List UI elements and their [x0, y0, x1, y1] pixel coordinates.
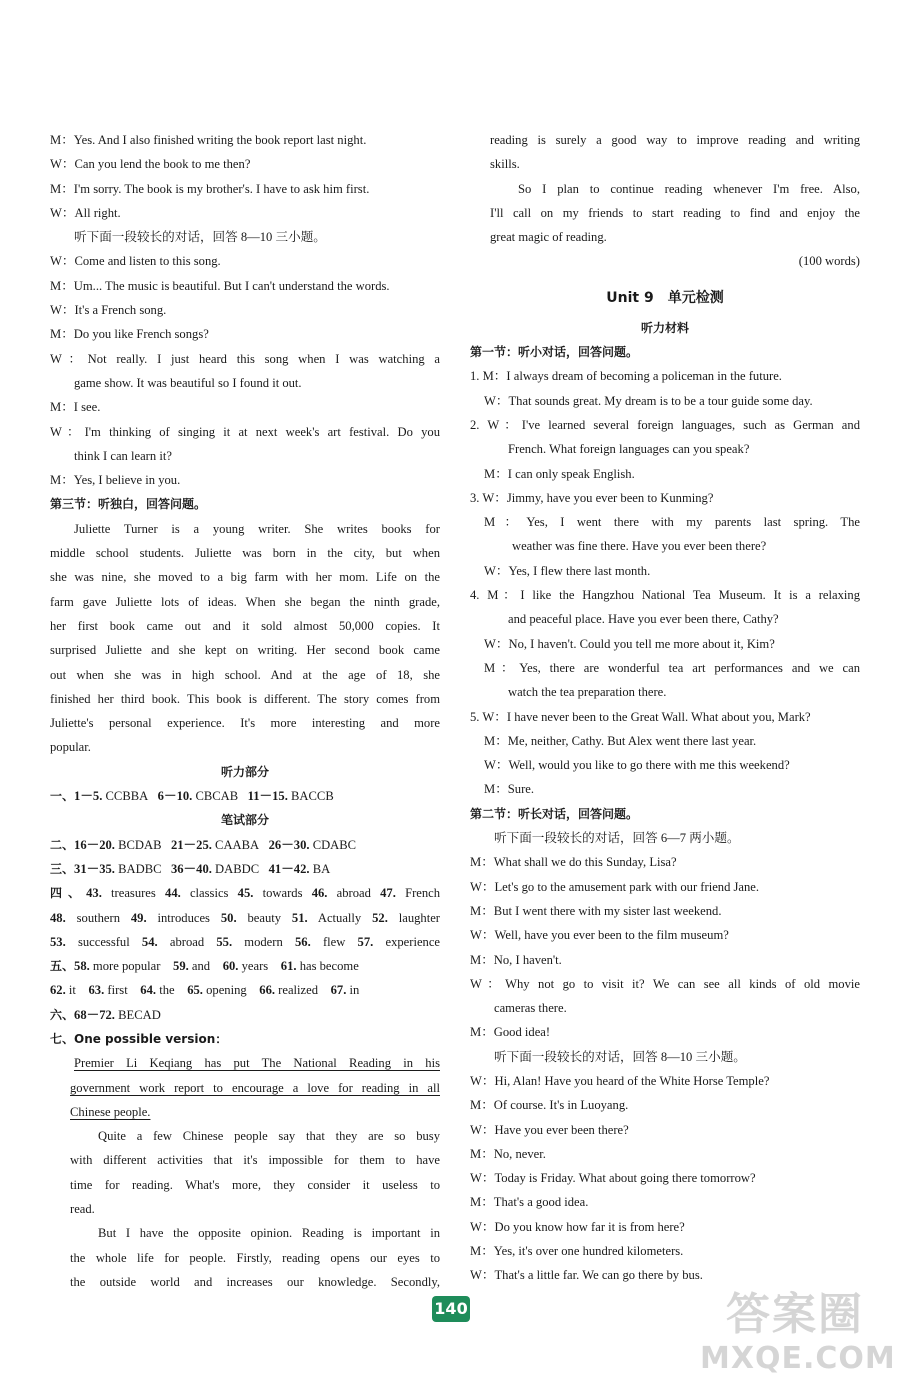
- item-number: 52.: [372, 910, 388, 925]
- answer-value: CBCAB: [195, 789, 239, 804]
- unit-title: Unit 9 单元检测: [606, 289, 724, 306]
- answer-row-6: [50, 1003, 440, 1027]
- item-number: 66.: [259, 983, 276, 998]
- answer-range: 41－42.: [268, 861, 310, 876]
- dialog-line: W：Today is Friday. What about going there tomorrow?: [470, 1171, 756, 1186]
- answer-word: flew: [322, 934, 346, 949]
- item-number: 55.: [216, 934, 233, 949]
- answer-row-4a: [50, 881, 440, 905]
- instruction: 听下面一段较长的对话，回答 6—7 两小题。: [494, 831, 740, 846]
- watermark-logo: 答案圈 MXQE.COM: [700, 1289, 896, 1376]
- dialog-line: M：Of course. It's in Luoyang.: [470, 1098, 629, 1113]
- answer-label: 五、: [50, 959, 75, 974]
- answer-word: classics: [189, 886, 229, 901]
- answer-range: 16－20.: [74, 837, 115, 852]
- essay-line: the outside world and increases our knowledge. Secondly,: [70, 1274, 440, 1289]
- answer-range: 36－40.: [170, 861, 212, 876]
- question-line: M：Sure.: [484, 782, 535, 797]
- item-number: 61.: [280, 959, 297, 974]
- answer-word: beauty: [247, 910, 282, 925]
- answer-row-2: [50, 833, 440, 857]
- dialog-line: W：I'm thinking of singing it at next week's art festival. Do you: [50, 424, 440, 439]
- dialog-line: M：What shall we do this Sunday, Lisa?: [470, 855, 677, 870]
- answer-value: DABDC: [215, 861, 260, 876]
- dialog-line: W：Let's go to the amusement park with our friend Jane.: [470, 879, 760, 894]
- answer-row-5b: [50, 978, 440, 1002]
- answer-word: opening: [206, 983, 247, 998]
- essay-line: But I have the opposite opinion. Reading is important in: [98, 1226, 440, 1241]
- word-count: (100 words): [798, 254, 860, 269]
- item-number: 49.: [130, 910, 147, 925]
- question-line: 1. M：I always dream of becoming a policeman in the future.: [470, 369, 782, 384]
- item-number: 46.: [311, 886, 328, 901]
- left-column: [50, 128, 440, 1294]
- answer-value: CCBBA: [105, 789, 149, 804]
- answer-value: BACCB: [291, 789, 334, 804]
- item-number: 60.: [222, 959, 239, 974]
- answer-word: realized: [278, 983, 319, 998]
- item-number: 47.: [380, 886, 396, 901]
- monologue-line: Juliette Turner is a young writer. She writes books for: [74, 521, 440, 536]
- answer-word: abroad: [169, 934, 205, 949]
- item-number: 65.: [187, 983, 203, 998]
- monologue-line: out when she was in high school. And at the age of 18, she: [50, 667, 440, 682]
- dialog-line: M：But I went there with my sister last weekend.: [470, 903, 722, 918]
- answer-word: first: [107, 983, 128, 998]
- item-number: 57.: [357, 934, 374, 949]
- dialog-line: W：Come and listen to this song.: [50, 254, 221, 269]
- question-line: and peaceful place. Have you ever been there, Cathy?: [508, 612, 779, 627]
- dialog-line: game show. It was beautiful so I found it out.: [74, 375, 302, 390]
- dialog-line: W：Well, have you ever been to the film museum?: [470, 928, 729, 943]
- answer-word: successful: [77, 934, 130, 949]
- question-line: French. What foreign languages can you speak?: [508, 442, 750, 457]
- answer-label: 六、: [50, 1007, 75, 1022]
- answer-word: modern: [244, 934, 283, 949]
- dialog-line: W：Why not go to visit it? We can see all kinds of old movie: [470, 976, 860, 991]
- item-number: 50.: [220, 910, 237, 925]
- item-number: 67.: [330, 983, 347, 998]
- underlined-text: Chinese people.: [70, 1104, 151, 1119]
- answer-word: and: [191, 959, 211, 974]
- question-line: W：That sounds great. My dream is to be a tour guide some day.: [484, 393, 813, 408]
- answer-range: 11－15.: [247, 789, 288, 804]
- question-line: W：No, I haven't. Could you tell me more about it, Kim?: [484, 636, 775, 651]
- question-line: M：Me, neither, Cathy. But Alex went there last year.: [484, 733, 757, 748]
- dialog-line: M：Yes, I believe in you.: [50, 473, 181, 488]
- writing-heading: 笔试部分: [220, 813, 269, 828]
- dialog-line: M：I see.: [50, 400, 101, 415]
- answer-range: 6－10.: [157, 789, 193, 804]
- question-line: weather was fine there. Have you ever been there?: [512, 539, 767, 554]
- answer-word: southern: [76, 910, 120, 925]
- essay-line: Quite a few Chinese people say that they are so busy: [98, 1129, 440, 1144]
- essay-line: [50, 1051, 440, 1075]
- essay-line: time for reading. What's more, they consider it useless to: [70, 1177, 440, 1192]
- answer-word: abroad: [336, 886, 371, 901]
- monologue-line: middle school students. Juliette was born in the city, but when: [50, 546, 440, 561]
- answer-word: it: [68, 983, 76, 998]
- section-heading: 第三节：听独白，回答问题。: [50, 497, 207, 512]
- monologue-line: popular.: [50, 740, 91, 755]
- essay-line: read.: [70, 1202, 95, 1217]
- instruction: 听下面一段较长的对话，回答 8—10 三小题。: [494, 1049, 746, 1064]
- answer-row-1: [50, 784, 440, 808]
- answer-word: the: [159, 983, 175, 998]
- item-number: 63.: [88, 983, 105, 998]
- dialog-line: W：Not really. I just heard this song when I was watching a: [50, 351, 440, 366]
- answer-word: towards: [262, 886, 303, 901]
- answer-word: treasures: [111, 886, 156, 901]
- essay-line: reading is surely a good way to improve reading and writing: [490, 133, 860, 147]
- question-line: 5. W：I have never been to the Great Wall. What about you, Mark?: [470, 709, 811, 724]
- essay-line: great magic of reading.: [490, 230, 607, 245]
- essay-line: the whole life for people. Firstly, reading opens our eyes to: [70, 1250, 440, 1265]
- answer-word: introduces: [157, 910, 210, 925]
- answer-label: 三、: [50, 861, 75, 876]
- essay-line: [50, 1100, 440, 1124]
- answer-word: French: [405, 886, 440, 901]
- essay-line: with different activities that it's impossible for them to have: [70, 1153, 440, 1168]
- item-number: 64.: [140, 983, 157, 998]
- item-number: 51.: [291, 910, 308, 925]
- dialog-line: W：That's a little far. We can go there by bus.: [470, 1268, 703, 1283]
- dialog-line: M：Good idea!: [470, 1025, 551, 1040]
- answer-range: 26－30.: [268, 837, 310, 852]
- monologue-line: surprised Juliette and she kept on writing. Her second book came: [50, 643, 440, 658]
- monologue-line: her first book came out and it sold almost 50,000 copies. It: [50, 618, 440, 633]
- item-number: 45.: [237, 886, 254, 901]
- dialog-line: W：Hi, Alan! Have you heard of the White Horse Temple?: [470, 1073, 770, 1088]
- dialog-line: W：It's a French song.: [50, 303, 167, 318]
- answer-range: 31－35.: [74, 861, 115, 876]
- essay-line: [50, 1076, 440, 1100]
- monologue-line: Juliette's personal experience. It's more interesting and more: [50, 716, 440, 731]
- answer-word: years: [241, 959, 269, 974]
- answer-value: CDABC: [312, 837, 357, 852]
- question-line: M：I can only speak English.: [484, 466, 635, 481]
- answer-range: 21－25.: [170, 837, 212, 852]
- answer-range: 1－5.: [74, 789, 103, 804]
- right-column: [470, 128, 860, 1288]
- answer-value: BECAD: [118, 1007, 161, 1022]
- answer-label: 四、: [50, 886, 87, 901]
- question-line: M：Yes, there are wonderful tea art performances and we can: [484, 660, 860, 675]
- dialog-line: M：That's a good idea.: [470, 1195, 589, 1210]
- question-line: M：Yes, I went there with my parents last spring. The: [484, 515, 860, 530]
- dialog-line: M：No, never.: [470, 1146, 546, 1161]
- dialog-line: W：All right.: [50, 205, 121, 220]
- answer-row-4b: [50, 906, 440, 930]
- monologue-line: finished her third book. This book is different. The story comes from: [50, 691, 440, 706]
- answer-value: BADBC: [118, 861, 162, 876]
- dialog-line: M：Yes. And I also finished writing the book report last night.: [50, 133, 367, 147]
- essay-line: skills.: [490, 157, 520, 172]
- answer-range: 68－72.: [74, 1007, 115, 1022]
- page-number-badge: 140: [432, 1296, 470, 1322]
- answer-value: BCDAB: [118, 837, 162, 852]
- essay-line: I'll call on my friends to start reading to find and enjoy the: [490, 205, 860, 220]
- dialog-line: M：Do you like French songs?: [50, 327, 209, 342]
- item-number: 53.: [50, 934, 66, 949]
- answer-row-4c: [50, 930, 440, 954]
- dialog-line: M：I'm sorry. The book is my brother's. I have to ask him first.: [50, 181, 370, 196]
- underlined-text: Premier Li Keqiang has put The National Reading in his: [74, 1056, 440, 1071]
- dialog-line: W：Have you ever been there?: [470, 1122, 629, 1137]
- item-number: 58.: [74, 959, 90, 974]
- item-number: 48.: [50, 910, 66, 925]
- question-line: W：Yes, I flew there last month.: [484, 563, 651, 578]
- monologue-line: farm gave Juliette lots of ideas. When she began the ninth grade,: [50, 594, 440, 609]
- item-number: 62.: [50, 983, 66, 998]
- dialog-line: M：Um... The music is beautiful. But I can't understand the words.: [50, 278, 390, 293]
- instruction: 听下面一段较长的对话，回答 8—10 三小题。: [74, 230, 326, 245]
- question-line: 2. W：I've learned several foreign languages, such as German and: [470, 417, 860, 432]
- monologue-line: she was nine, she moved to a big farm with her mom. Life on the: [50, 570, 440, 585]
- listening-heading: 听力部分: [220, 764, 269, 779]
- question-line: 4. M：I like the Hangzhou National Tea Museum. It is a relaxing: [470, 588, 860, 603]
- item-number: 44.: [165, 886, 181, 901]
- answer-value: BA: [312, 861, 331, 876]
- answer-word: Actually: [317, 910, 362, 925]
- answer-label: 一、: [50, 789, 75, 804]
- dialog-line: W：Can you lend the book to me then?: [50, 157, 251, 172]
- item-number: 54.: [141, 934, 158, 949]
- question-line: W：Well, would you like to go there with me this weekend?: [484, 758, 790, 773]
- answer-label: 二、: [50, 837, 75, 852]
- answer-word: in: [349, 983, 360, 998]
- item-number: 43.: [86, 886, 102, 901]
- dialog-line: cameras there.: [494, 1001, 567, 1016]
- item-number: 56.: [294, 934, 311, 949]
- question-line: 3. W：Jimmy, have you ever been to Kunming?: [470, 490, 714, 505]
- answer-row-5a: [50, 954, 440, 978]
- answer-value: CAABA: [215, 837, 260, 852]
- essay-line: So I plan to continue reading whenever I'm free. Also,: [518, 181, 860, 196]
- question-line: watch the tea preparation there.: [508, 685, 667, 700]
- answer-word: laughter: [398, 910, 440, 925]
- dialog-line: W：Do you know how far it is from here?: [470, 1219, 685, 1234]
- answer-row-3: [50, 857, 440, 881]
- underlined-text: government work report to encourage a love for reading in all: [70, 1080, 440, 1095]
- answer-word: more popular: [92, 959, 161, 974]
- dialog-line: M：No, I haven't.: [470, 952, 562, 967]
- dialog-line: M：Yes, it's over one hundred kilometers.: [470, 1244, 684, 1259]
- section-heading: 第一节：听小对话，回答问题。: [470, 345, 639, 360]
- listening-material-heading: 听力材料: [640, 320, 689, 335]
- answer-word: experience: [385, 934, 440, 949]
- item-number: 59.: [173, 959, 189, 974]
- section-heading: 第二节：听长对话，回答问题。: [470, 806, 639, 821]
- essay-heading: 七、One possible version：: [50, 1031, 228, 1046]
- dialog-line: think I can learn it?: [74, 448, 172, 463]
- answer-word: has become: [299, 959, 359, 974]
